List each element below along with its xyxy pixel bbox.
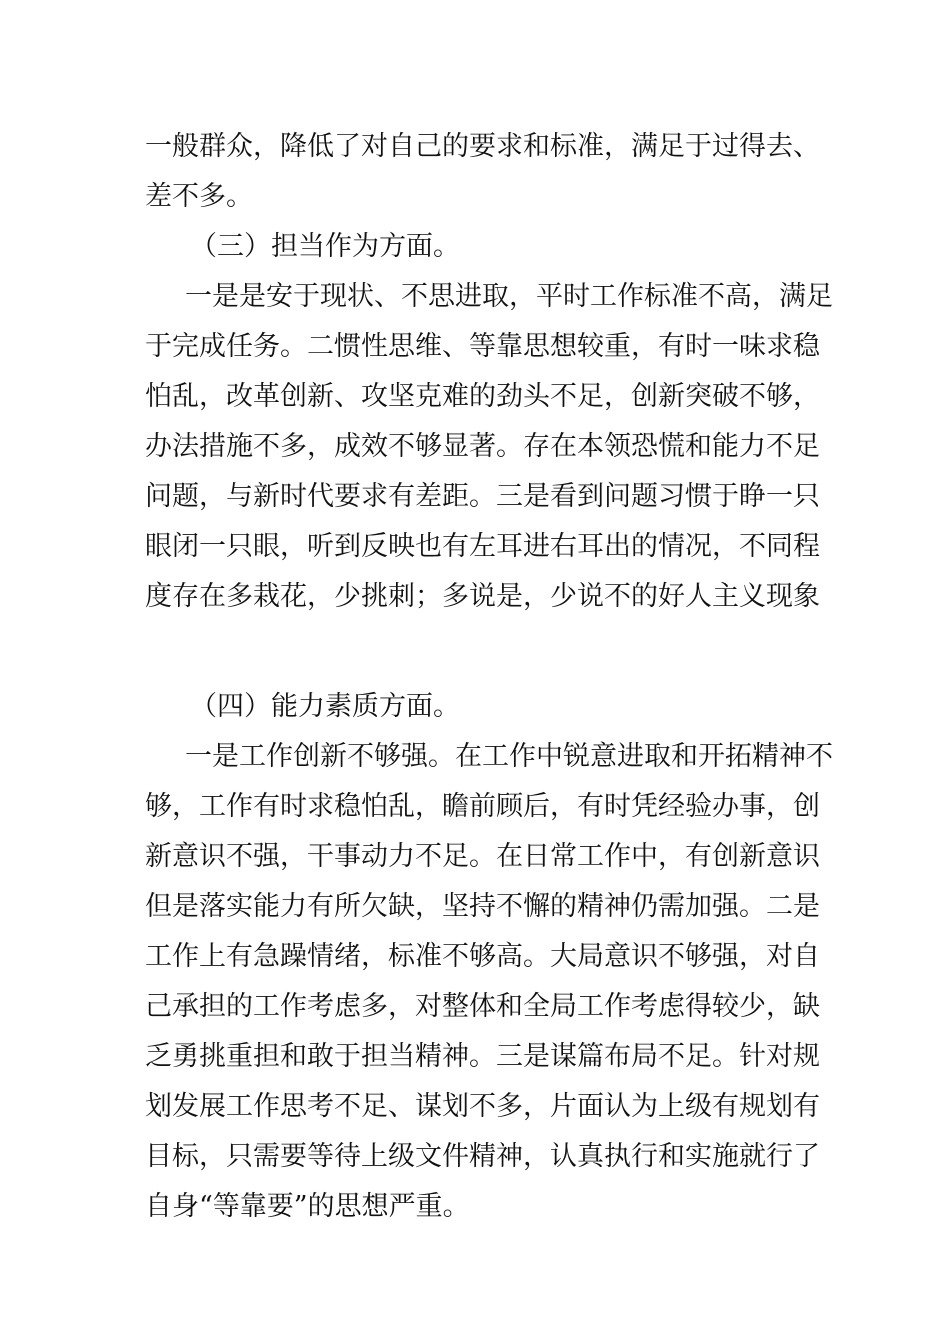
text-line: 划发展工作思考不足、谋划不多，片面认为上级有规划有 — [145, 1091, 820, 1122]
section-heading-4: （四）能力素质方面。 — [190, 691, 460, 722]
text-line: 一般群众，降低了对自己的要求和标准，满足于过得去、 — [145, 131, 820, 162]
text-line: 乏勇挑重担和敢于担当精神。三是谋篇布局不足。针对规 — [145, 1041, 820, 1072]
spacer — [145, 622, 805, 682]
text-line: 办法措施不多，成效不够显著。存在本领恐慌和能力不足 — [145, 431, 820, 462]
text-line: 于完成任务。二惯性思维、等靠思想较重，有时一味求稳 — [145, 331, 820, 362]
text-line: 己承担的工作考虑多，对整体和全局工作考虑得较少，缺 — [145, 991, 820, 1022]
text-line: 差不多。 — [145, 181, 253, 212]
text-line: 怕乱，改革创新、攻坚克难的劲头不足，创新突破不够， — [145, 381, 820, 412]
text-line: 自身“等靠要”的思想严重。 — [145, 1191, 470, 1222]
paragraph-continuation — [145, 122, 820, 222]
text-line: 一是工作创新不够强。在工作中锐意进取和开拓精神不 — [185, 741, 833, 772]
paragraph-section-4 — [145, 732, 833, 1232]
section-heading-3: （三）担当作为方面。 — [190, 231, 460, 262]
text-line: 够，工作有时求稳怕乱，瞻前顾后，有时凭经验办事，创 — [145, 791, 820, 822]
paragraph-section-3 — [145, 272, 833, 622]
text-line: 眼闭一只眼，听到反映也有左耳进右耳出的情况，不同程 — [145, 531, 820, 562]
text-line: 新意识不强，干事动力不足。在日常工作中，有创新意识 — [145, 841, 820, 872]
text-line: 度存在多栽花，少挑刺；多说是，少说不的好人主义现象 — [145, 581, 820, 612]
document-page — [145, 122, 833, 1232]
text-line: 但是落实能力有所欠缺，坚持不懈的精神仍需加强。二是 — [145, 891, 820, 922]
text-line: 一是是安于现状、不思进取，平时工作标准不高，满足 — [185, 281, 833, 312]
text-line: 问题，与新时代要求有差距。三是看到问题习惯于睁一只 — [145, 481, 820, 512]
text-line: 工作上有急躁情绪，标准不够高。大局意识不够强，对自 — [145, 941, 820, 972]
text-line: 目标，只需要等待上级文件精神，认真执行和实施就行了 — [145, 1141, 820, 1172]
